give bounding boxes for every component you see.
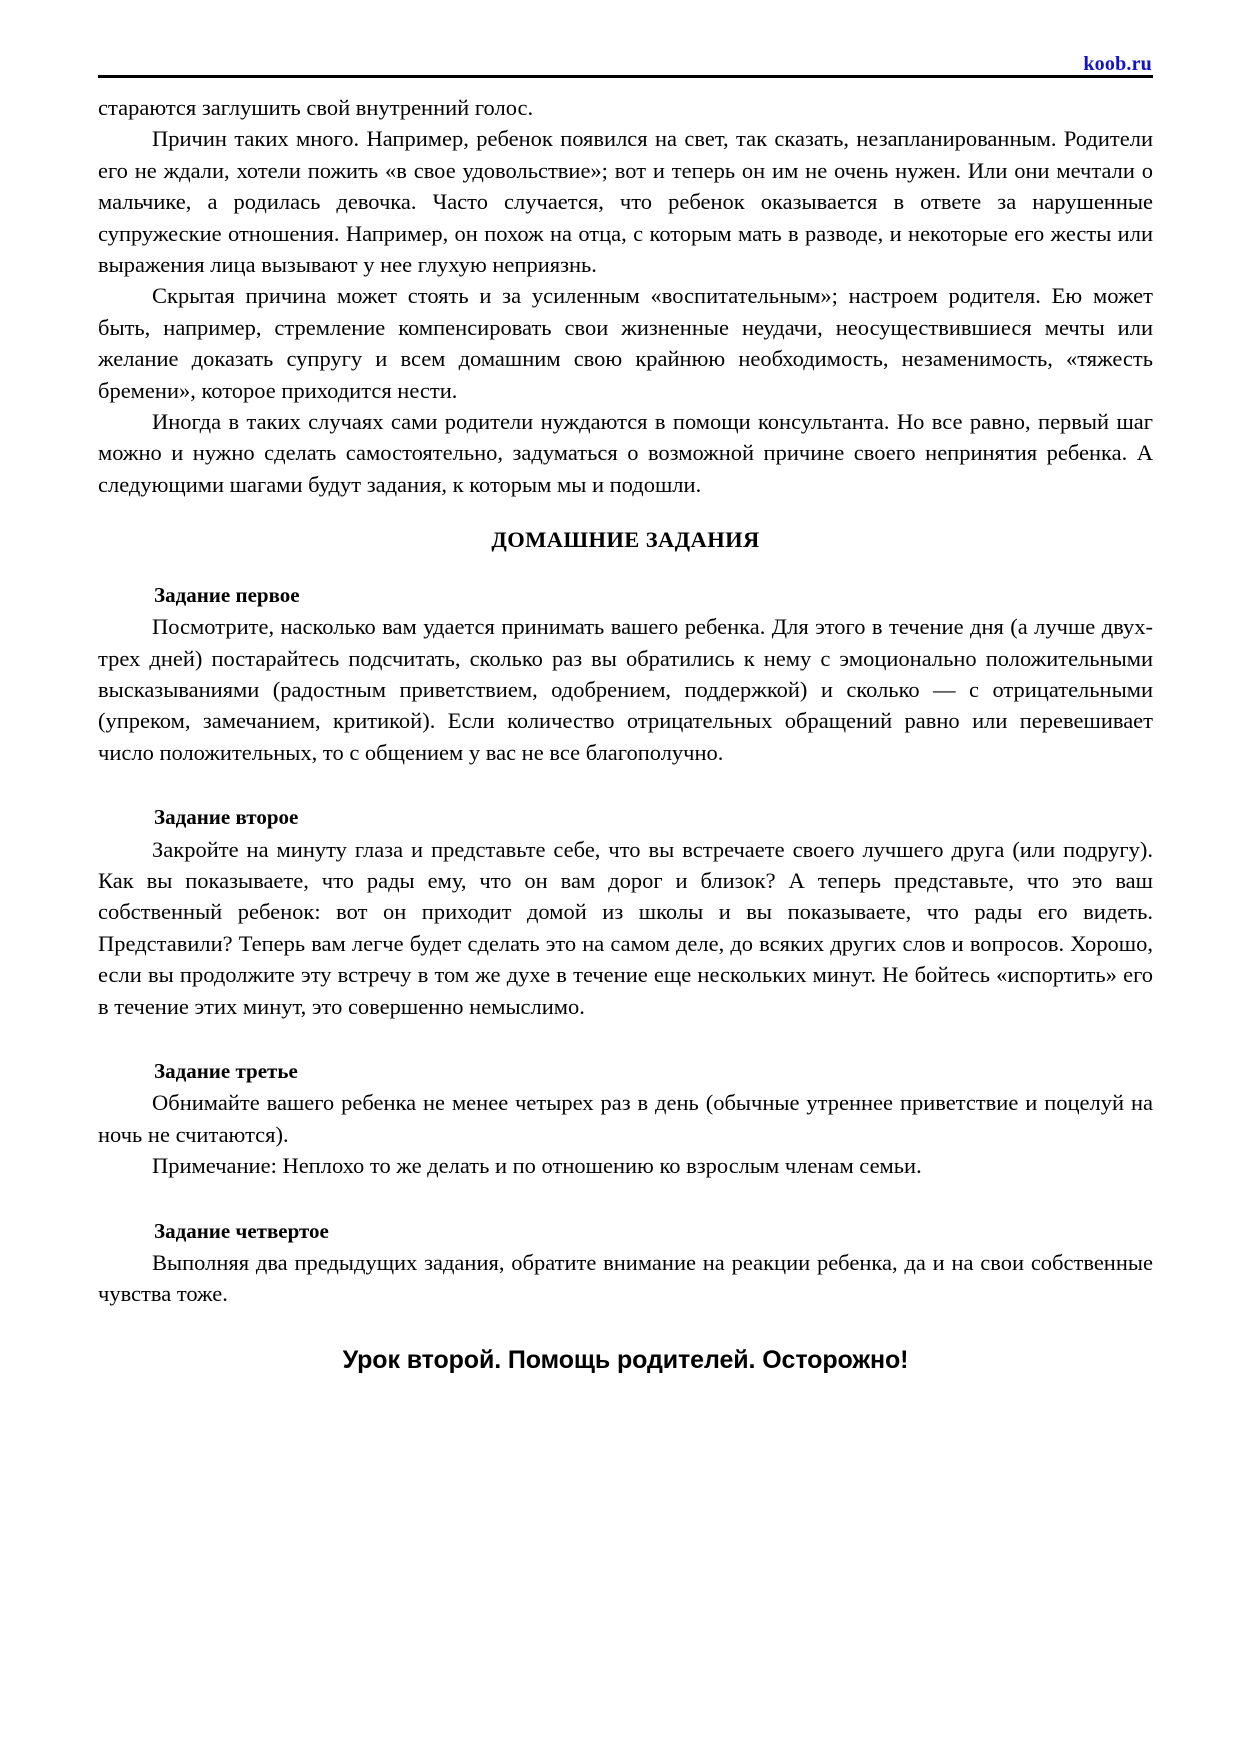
spacer-before-homework-heading [98, 500, 1153, 524]
document-content [98, 92, 1153, 1376]
paragraph-reasons: Причин таких много. Например, ребенок появился на свет, так сказать, незапланированным. Родители его не ждали, хотели пожить «в свое удовольствие»; вот и теперь он им не очень нужен. Или они мечтали о мальчике, а родилась девочка. Часто случается, что ребенок оказывается в ответе за нарушенные супружеские отношения. Например, он похож на отца, с которым мать в разводе, и некоторые его жесты или выражения лица вызывают у нее глухую неприязнь. [98, 126, 1153, 278]
site-brand-koob-ru[interactable]: koob.ru [1083, 53, 1152, 75]
task-three-body: Обнимайте вашего ребенка не менее четырех раз в день (обычные утреннее приветствие и поцелуй на ночь не считаются). [98, 1090, 1153, 1147]
task-one-title: Задание первое [154, 582, 300, 607]
homework-section-heading: ДОМАШНИЕ ЗАДАНИЯ [491, 527, 760, 553]
task-four-body: Выполняя два предыдущих задания, обратите внимание на реакции ребенка, да и на свои собственные чувства тоже. [98, 1250, 1153, 1307]
spacer-after-task-two [98, 1022, 1153, 1056]
lesson-two-heading: Урок второй. Помощь родителей. Осторожно! [342, 1345, 909, 1374]
page-header [0, 0, 1240, 80]
task-two-body: Закройте на минуту глаза и представьте себе, что вы встречаете своего лучшего друга (или подругу). Как вы показываете, что рады ему, что он вам дорог и близок? А теперь представьте, что это ваш собственный ребенок: вот он приходит домой из школы и вы показываете, что рады его видеть. Представили? Теперь вам легче будет сделать это на самом деле, до всяких других слов и вопросов. Хорошо, если вы продолжите эту встречу в том же духе в течение еще нескольких минут. Не бойтесь «испортить» его в течение этих минут, это совершенно немыслимо. [98, 836, 1153, 1019]
paragraph-hidden-reason: Скрытая причина может стоять и за усиленным «воспитательным»; настроем родителя. Ею может быть, например, стремление компенсировать свои жизненные неудачи, неосуществившиеся мечты или желание доказать супругу и всем домашним свою крайнюю необходимость, незаменимость, «тяжесть бремени», которое приходится нести. [98, 283, 1153, 403]
spacer-after-task-three [98, 1182, 1153, 1216]
header-divider-rule [98, 75, 1153, 78]
paragraph-consultant: Иногда в таких случаях сами родители нуждаются в помощи консультанта. Но все равно, первый шаг можно и нужно сделать самостоятельно, задуматься о возможной причине своего непринятия ребенка. А следующими шагами будут задания, к которым мы и подошли. [98, 409, 1153, 497]
task-three-title: Задание третье [154, 1058, 298, 1083]
spacer-after-task-one [98, 768, 1153, 802]
task-four-title: Задание четвертое [154, 1218, 329, 1243]
task-one-body: Посмотрите, насколько вам удается принимать вашего ребенка. Для этого в течение дня (а лучше двух-трех дней) постарайтесь подсчитать, сколько раз вы обратились к нему с эмоционально положительными высказываниями (радостным приветствием, одобрением, поддержкой) и сколько — с отрицательными (упреком, замечанием, критикой). Если количество отрицательных обращений равно или перевешивает число положительных, то с общением у вас не все благополучно. [98, 614, 1153, 765]
spacer-after-homework-heading [98, 556, 1153, 580]
task-three-note: Примечание: Неплохо то же делать и по отношению ко взрослым членам семьи. [152, 1153, 922, 1179]
task-two-title: Задание второе [154, 805, 299, 830]
spacer-before-lesson-heading [98, 1310, 1153, 1344]
paragraph-inner-voice: стараются заглушить свой внутренний голос. [98, 95, 534, 120]
